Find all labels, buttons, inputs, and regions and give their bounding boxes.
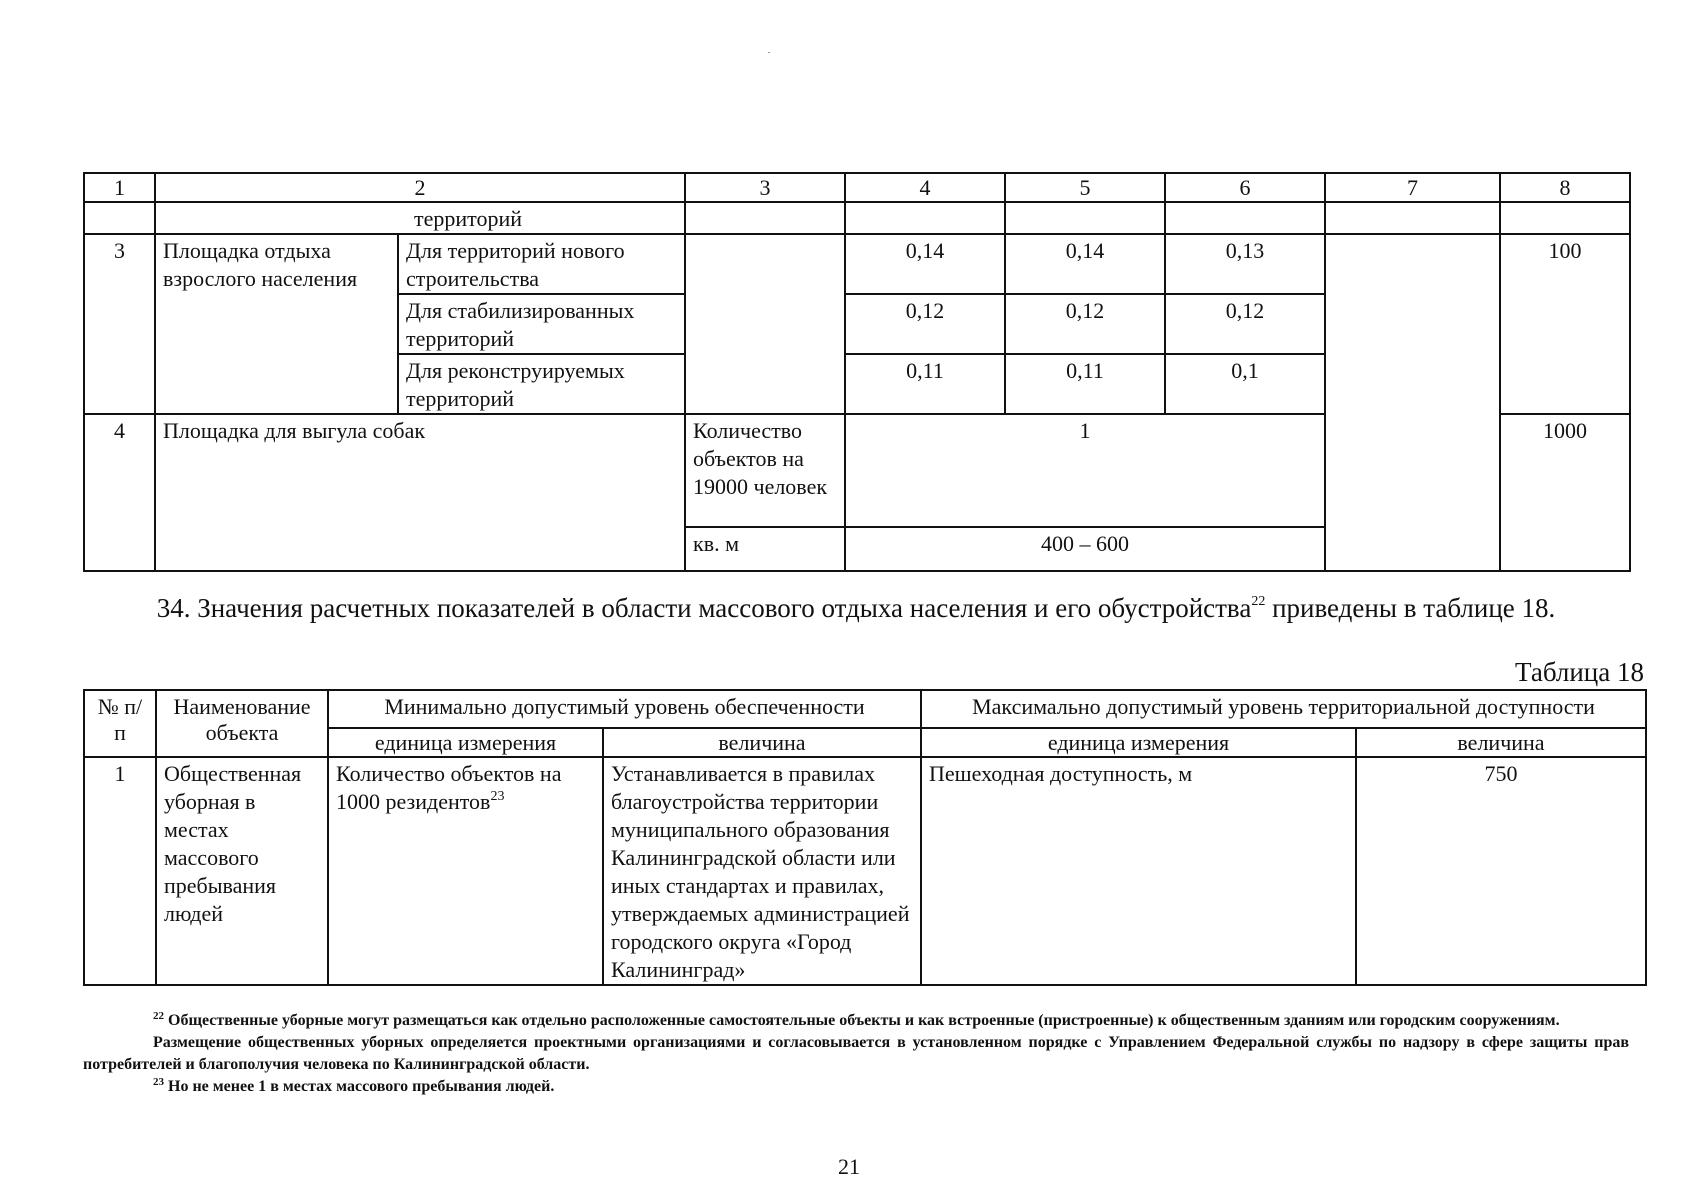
object-name: Площадка для выгула собак	[155, 414, 685, 571]
footnote-23: $^{23}$ Но не менее 1 в местах массового пребывания людей.	[153, 1076, 555, 1095]
footnote-mark: 22	[1251, 594, 1266, 609]
max-value: 750	[1356, 757, 1646, 985]
unit-cell: Количество объектов на 19000 человек	[685, 414, 845, 527]
header-name: Наименование объекта	[156, 690, 328, 757]
value-cell: 0,1	[1165, 354, 1325, 414]
col-number-6: 6	[1165, 173, 1325, 202]
footnote-22: $^{22}$ Общественные уборные могут размещаться как отдельно расположенные самостоятельные объекты и как встроенные (пристроенные) к общественным зданиям или городским сооружениям.	[153, 1010, 1560, 1029]
column-number-row	[84, 173, 1630, 202]
territory-type: Для стабилизированных территорий	[398, 294, 685, 354]
indicators-table-continued	[83, 172, 1631, 572]
page-number: 21	[838, 1154, 860, 1179]
col-number-7: 7	[1325, 173, 1500, 202]
continuation-row	[84, 202, 1630, 234]
col-number-8: 8	[1500, 173, 1630, 202]
footnote-22-continued: Размещение общественных уборных определяется проектными организациями и согласовывается в установленном порядке с Управлением Федеральной службы по надзору в сфере защиты прав потребителей и благополучия человека по Калининградской области.	[83, 1034, 1629, 1073]
max-unit: Пешеходная доступность, м	[921, 757, 1356, 985]
col-number-5: 5	[1005, 173, 1165, 202]
unit-cell: кв. м	[685, 527, 845, 571]
value-cell: 0,12	[845, 294, 1005, 354]
scan-speck	[768, 52, 770, 53]
header-value: величина	[1356, 728, 1646, 757]
col-number-2: 2	[155, 173, 685, 202]
object-name: Площадка отдыха взрослого населения	[155, 234, 398, 414]
col-number-3: 3	[685, 173, 845, 202]
table-row	[84, 757, 1646, 985]
min-unit: Количество объектов на 1000 резидентов$^{23}$	[328, 757, 603, 985]
header-unit: единица измерения	[328, 728, 603, 757]
row-number: 3	[84, 234, 155, 414]
table-18	[83, 689, 1647, 986]
section-paragraph: 34. Значения расчетных показателей в области массового отдыха населения и его обустройства$^{22}$ приведены в таблице 18.	[156, 593, 1556, 623]
value-cell: 1000	[1500, 414, 1630, 571]
value-cell: 0,11	[845, 354, 1005, 414]
header-value: величина	[603, 728, 921, 757]
row-number: 1	[84, 757, 156, 985]
value-cell: 100	[1500, 234, 1630, 414]
header-number: № п/п	[84, 690, 156, 757]
value-cell: 0,14	[845, 234, 1005, 294]
territory-type: Для реконструируемых территорий	[398, 354, 685, 414]
value-cell: 0,12	[1165, 294, 1325, 354]
header-unit: единица измерения	[921, 728, 1356, 757]
header-max-level: Максимально допустимый уровень территориальной доступности	[921, 690, 1646, 728]
value-cell: 400 – 600	[845, 527, 1325, 571]
value-cell: 0,13	[1165, 234, 1325, 294]
col-number-1: 1	[84, 173, 155, 202]
value-cell: 1	[845, 414, 1325, 527]
object-name: Общественная уборная в местах массового пребывания людей	[156, 757, 328, 985]
value-cell: 0,14	[1005, 234, 1165, 294]
territory-type: Для территорий нового строительства	[398, 234, 685, 294]
continuation-text: территорий	[155, 202, 685, 234]
row-number: 4	[84, 414, 155, 571]
min-value: Устанавливается в правилах благоустройства территории муниципального образования Калининградской области или иных стандартах и правилах, утверждаемых администрацией городского округа «Город Калининград»	[603, 757, 921, 985]
footnote-mark: 23	[490, 789, 505, 804]
value-cell: 0,11	[1005, 354, 1165, 414]
header-min-level: Минимально допустимый уровень обеспеченности	[328, 690, 921, 728]
table-caption: Таблица 18	[1515, 657, 1644, 687]
table-row	[84, 234, 1630, 294]
col-number-4: 4	[845, 173, 1005, 202]
footnotes	[83, 1010, 1629, 1098]
value-cell: 0,12	[1005, 294, 1165, 354]
